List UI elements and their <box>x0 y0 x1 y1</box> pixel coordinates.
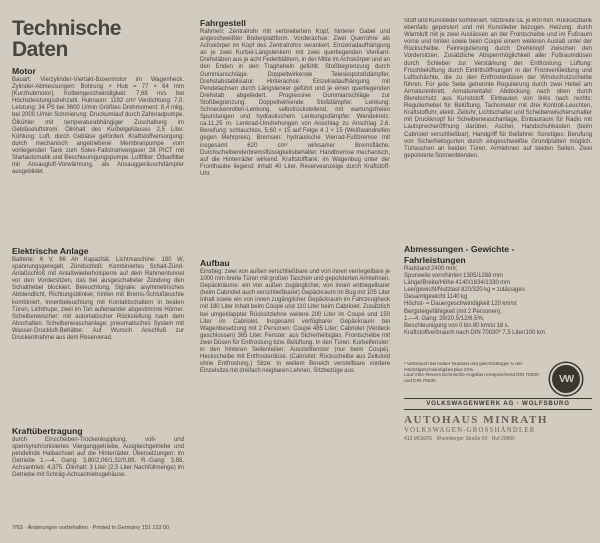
electric-text: Batterie: 6 V, 66 Ah Kapazität. Lichtmaschine: 180 W, spannungsgeregelt. Zündschloß: Kombiniertes Schalt-Zünd-Anlaßschloß mit Anlaßwiederholsperre auf dem Rahmentunnel vor den Vordersitzen, das bei ausgeschalteter Zündung den Schalthebel blockiert. Beleuchtung, Signale: asymmetrisches Abblendlicht, Richtungsblinker, hinten mit Brems-Schlußleuchte kombiniert, Innenbeleuchtung mit Kontaktschaltern in beiden Türen, Lichthupe, zwei im Ton aufeinander abgestimmte Hörner. Scheibenwischer: mit automatischer Rückstellung nach dem Abschalten. Scheibenwaschanlage: pneumatisches System mit Wasser-Druckluft-Behälter. Auf Wunsch Anschluß zur Druckentnahme aus dem Reserverad. <box>12 257 184 342</box>
dimensions-heading <box>404 244 592 266</box>
dealer-address: 413 MOERS · Rheinberger Straße 60 · Ruf 20860 <box>404 436 515 442</box>
page-title <box>12 0 184 60</box>
title-line-2: Daten <box>12 38 68 61</box>
dim-line: 1.—4. Gang: 29/20,5/12/6,5%, <box>404 315 485 322</box>
transmission-section <box>12 426 184 516</box>
transmission-text: durch Einscheiben-Trockenkupplung, voll- und sperrsynchronisiertes Vierganggetriebe, Ausgleichgetriebe und pendelnde Halbachsen auf die Hinterräder. Übersetzungen: im Getriebe 1.—4. Gang: 3,80/2,06/1,32/0,89, R.-Gang: 3,88, Achsantrieb: 4,375. Ölinhalt: 3 Liter (2,5 Liter Nachfüllmenge) im Getriebe mit Schräg-Achsantriebsgehäuse. <box>12 437 184 479</box>
footnote-1: * Verbrauch bei halber Nutzlast und gleichmäßiger ¾ der Höchstgeschwindigkeit plus 10%. <box>404 362 523 373</box>
electric-heading: Elektrische Anlage <box>12 246 89 256</box>
vw-logo-text: VW <box>558 373 574 385</box>
dim-line: Gesamtgewicht 1140 kg <box>404 294 468 301</box>
body-text: Einstieg: zwei von außen verschließbare und von innen verriegelbare je 1000 mm breite Türen mit großen Taschen und gepolsterten Armlehnen. Gepäckräume: ein von außen zugänglicher, von innen entriegelbarer (beim Cabriolet auch verschließbarer) Gepäckraum im Bug mit 105 Liter Inhalt sowie ein von innen zugänglicher Gepäckraum im Fahrzeugheck mit 180 Liter Inhalt beim Coupé und 110 Liter beim Cabriolet. Zusätzlich bei umgeklappter Rücksitzlehne weitere 200 Liter im Coupé und 150 Liter im Cabriolet. Insgesamt verfügbarer Gepäckraum bei Wagenbesetzung mit 2 Personen: Coupé 485 Liter; Cabriolet (Verdeck geschlossen) 365 Liter. Fenster: aus Sicherheitsglas. Frontscheibe mit zwei Düsen für Entfrostung bzw. Belüftung. In den Türen: Kurbelfenster; in den hinteren Seitenteilen: Ausstellfenster (nur beim Coupé). Heckscheibe mit Entfrosterdüse. (Cabriolet: Rückscheibe aus Zelluloid ohne Entfrostung.) Sitze: in weitem Bereich verstellbare vordere Einzelsitze mit dreifach neigbaren Lehnen. Sitzbezüge aus <box>200 269 390 375</box>
motor-text: Bauart: Vierzylinder-Viertakt-Boxermotor im Wagenheck. Zylinder-Abmessungen: Bohrung × Hub = 77 × 64 mm [Kurzhubmotor]. Kolbengeschwindigkeit: 7,68 m/s bei Höchstleistungsdrehzahl. Hubraum: 1192 cm³ Verdichtung: 7,0. Leistung: 34 PS bei 3600 U/min Größtes Drehmoment: 8,4 mkg, bei 2000 U/min Schmierung: Druckumlauf durch Zahnradpumpe. Ölkühler mit temperaturabhängiger Zuschaltung im Gebläseluftstrom. Ölinhalt des Kurbelgehäuses 2,5 Liter. Kühlung: Luft, durch Gebläse gefördert. Kraftstoffversorgung: durch mechanisch angetriebene Membranpumpe vom vorliegenden Tank zum Solex-Fallstromvergaser 28 PICT mit Startautomatik und Beschleunigungspumpe. Luftfilter: Ölbadfilter mit Ansaugluft-Vorwärmung, als Ansauggeräuschdämpfer ausgebildet. <box>12 77 184 176</box>
dealer-subtitle: VOLKSWAGEN-GROSSHÄNDLER <box>404 427 536 434</box>
transmission-heading: Kraftübertragung <box>12 426 83 436</box>
body-heading: Aufbau <box>200 258 230 268</box>
dimensions-heading-line-2: Fahrleistungen <box>404 255 466 265</box>
dim-line: Radstand 2400 mm; <box>404 266 458 272</box>
footnotes <box>404 362 544 394</box>
chassis-text: Rahmen: Zentralrohr mit verbreitertem Kopf, hinterer Gabel und angeschweißter Bodenplattform. Vorderachse: Zwei Querrohre als Achskörper im Kopf des Zentralrohrs verankert. Einzelradaufhängung an je zwei Kurbel-Längslenkern mit zwei querliegenden Vierkant-Drehstäben aus je acht Federblättern, in der Mitte im Achskörper und an den Enden in den Tragheheln gefühlt. Stoßbegrenzung durch Gummianschläge. Doppeltwirkende Teleskopstoßdämpfer. Drehstabstabilisator. Hinterachse: Einzelradaufhängung mit Pendelachsen durch Längslenker geführt und je einen querliegenden Drehstab abgefedert. Progressive Gummianschläge zur Stoßbegrenzung. Doppeltwirkende Stoßdämpfer. Lenkung: Schneckenrollen-Lenkung, selbstrückstellend, mit wartungsfreien Spurstangen und hydraulischem Lenkungsdämpfer. Wendekreis: ca.11,25 m. Lenkrad-Umdrehungen von Anschlag zu Anschlag 2,6. Bereifung: schlauchlos, 5,60 × 15 auf Felge 4 J × 15 (Weißwandreifen gegen Mehrpreis). Bremsen: hydraulische Vierrad-Fußbremse mit insgesamt 620 cm² wirksamer Bremsfläche. Durchscheibenderbremsflüssigkeitsbehälter. Handbremse mechanisch, auf die Hinterräder wirkend. Kraftstofftank: im Wagenbug unter der Fronthaube liegend; Inhalt 40 Liter, Reserveanzeige durch Kraftstoff-Uhr. <box>200 29 390 177</box>
motor-heading: Motor <box>12 66 36 76</box>
equipment-section <box>404 18 592 240</box>
dim-line: Leergewicht/Nutzlast 820/320 kg = zulässiges <box>404 287 525 294</box>
electric-section <box>12 246 184 422</box>
dealer-stamp <box>404 414 592 452</box>
chassis-section <box>200 18 390 254</box>
dim-line: Höchst- = Dauergeschwindigkeit 120 km/st <box>404 301 517 308</box>
dimensions-section <box>404 244 592 362</box>
title-line-1: Technische <box>12 17 121 40</box>
chassis-heading: Fahrgestell <box>200 18 246 28</box>
dim-line: Bergsteigefähigkeit (mit 2 Personen), <box>404 308 502 315</box>
dealer-name: AUTOHAUS MINRATH <box>404 414 549 426</box>
dimensions-heading-line-1: Abmessungen - Gewichte - <box>404 244 515 254</box>
motor-section <box>12 66 184 242</box>
dim-line: Kraftstoffverbrauch nach DIN 70030* 7,5 Liter/100 km <box>404 329 545 336</box>
dim-line: Spurweite vorn/hinten 1305/1288 mm <box>404 273 503 280</box>
dim-line: Länge/Breite/Höhe 4140/1634/1330 mm <box>404 280 511 287</box>
equipment-text: Stoff und Kunstleder kombiniert. Sitzbreite ca. je 600 mm. Rücksitzbank ebenfalls gepolstert und mit Kunstleder bezogen. Heizung: durch Warmluft mit je zwei Auslässen an der Frontscheibe und im Fußraum vorne und hinten sowie beim Coupé einem weiteren Auslaß unter der Rückscheibe. Feinregulierung durch Drehknopf zwischen den Vordersitzen. Zusätzliche Absperrmöglichkeit aller Fußraumdüsen durch Schieber zur Verstärkung der Entfrostung. Lüftung: Frischbelüftung durch Eintrittsöffnungen in der Frontverkleidung und Luftschächte, die zu den Entfrosterdüsen der Windschutzscheibe führen. Für jede Seite getrennte Regulierung durch zwei Hebel am Armaturenbrett. Armaturentafel: Abdeckung nach oben durch Blendschutz aus Kunststoff. Einbauten von links nach rechts: Regulierhebel für Belüftung, Tachometer mit drei Kontroll-Leuchten, Kraftstoffuhr, elektr. Zeituhr, Lichtschalter und Scheibenwischerschalter mit Druckknopf für Scheibenwaschanlage, Einbauraum für Radio mit Lautsprecheröffnung darüber, Ascher, Handschuhkasten (beim Cabriolet verschließbar), Handgriff für Beifahrer. Sonstiges: Berufung von Sicherheitsgurten durch eingeschweißte Grundplatten möglich. Türtaschen an beiden Türen, Armlehnen auf beiden Seiten. Zwei gepolsterte Sonnenblenden. <box>404 18 592 159</box>
vw-logo-icon <box>550 363 582 395</box>
dim-line: Beschleunigung von 0 bis 80 km/st 18 s. <box>404 322 510 329</box>
print-footer: 7/63 · Änderungen vorbehalten · Printed in Germany 151 133 00 <box>12 525 170 531</box>
manufacturer-bar: VOLKSWAGENWERK AG · WOLFSBURG <box>404 398 592 410</box>
body-section <box>200 258 390 506</box>
column-left <box>12 0 184 479</box>
footnote-2: Laut VDA-Revers technische Angaben entsprechend DIN 70020 und DIN 70030. <box>404 373 539 384</box>
